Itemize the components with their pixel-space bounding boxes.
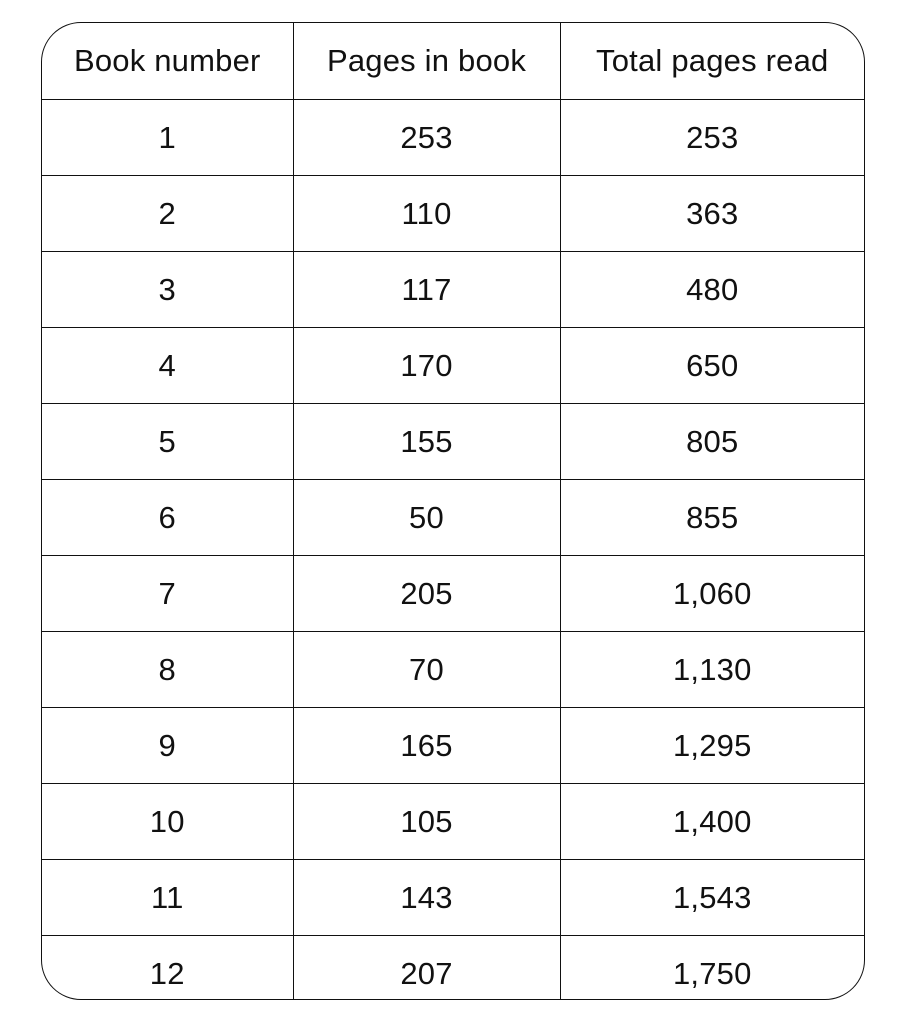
cell-book-number: 2 — [42, 176, 293, 252]
cell-pages-in-book: 110 — [293, 176, 560, 252]
cell-book-number: 6 — [42, 480, 293, 556]
cell-total-pages-read: 363 — [560, 176, 864, 252]
cell-book-number: 5 — [42, 404, 293, 480]
cell-pages-in-book: 205 — [293, 556, 560, 632]
column-header-pages-in-book: Pages in book — [293, 23, 560, 100]
table-row — [42, 404, 864, 480]
cell-pages-in-book: 253 — [293, 100, 560, 176]
cell-pages-in-book: 207 — [293, 936, 560, 1001]
cell-book-number: 12 — [42, 936, 293, 1001]
cell-total-pages-read: 805 — [560, 404, 864, 480]
cell-total-pages-read: 253 — [560, 100, 864, 176]
table-row — [42, 784, 864, 860]
cell-pages-in-book: 50 — [293, 480, 560, 556]
table-row — [42, 100, 864, 176]
cell-pages-in-book: 117 — [293, 252, 560, 328]
table-row — [42, 556, 864, 632]
cell-book-number: 8 — [42, 632, 293, 708]
table-row — [42, 632, 864, 708]
table-row — [42, 328, 864, 404]
table-row — [42, 936, 864, 1001]
table-row — [42, 252, 864, 328]
table-row — [42, 860, 864, 936]
book-pages-table — [42, 23, 864, 1000]
cell-book-number: 10 — [42, 784, 293, 860]
cell-total-pages-read: 1,060 — [560, 556, 864, 632]
cell-pages-in-book: 170 — [293, 328, 560, 404]
cell-total-pages-read: 1,750 — [672, 955, 752, 991]
cell-book-number: 3 — [42, 252, 293, 328]
reading-table — [41, 22, 865, 1000]
cell-book-number: 1 — [42, 100, 293, 176]
column-header-total-pages-read: Total pages read — [560, 23, 864, 100]
column-header-book-number: Book number — [42, 23, 293, 100]
cell-total-pages-read: 855 — [560, 480, 864, 556]
cell-total-pages-read: 480 — [560, 252, 864, 328]
table-row — [42, 708, 864, 784]
table-row — [42, 176, 864, 252]
cell-total-pages-read: 1,543 — [560, 860, 864, 936]
cell-total-pages-read: 1,295 — [560, 708, 864, 784]
cell-pages-in-book: 155 — [293, 404, 560, 480]
cell-pages-in-book: 105 — [293, 784, 560, 860]
cell-pages-in-book: 70 — [293, 632, 560, 708]
table-row — [42, 480, 864, 556]
cell-book-number: 9 — [42, 708, 293, 784]
cell-total-pages-read: 650 — [560, 328, 864, 404]
cell-book-number: 4 — [42, 328, 293, 404]
cell-book-number: 11 — [42, 860, 293, 936]
cell-pages-in-book: 143 — [293, 860, 560, 936]
cell-book-number: 7 — [42, 556, 293, 632]
cell-pages-in-book: 165 — [293, 708, 560, 784]
table-header-row — [42, 23, 864, 100]
cell-total-pages-read: 1,400 — [560, 784, 864, 860]
cell-total-pages-read: 1,130 — [560, 632, 864, 708]
